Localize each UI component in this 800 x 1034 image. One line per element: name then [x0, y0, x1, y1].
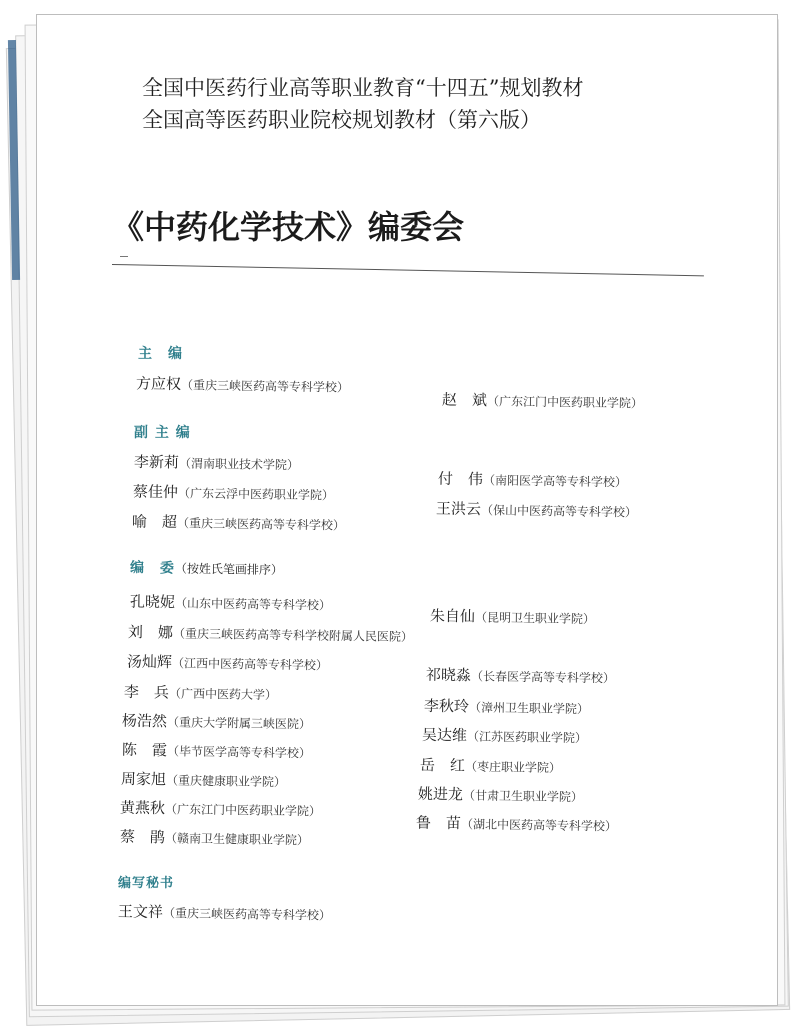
- member-entry: [422, 724, 587, 747]
- member-affiliation: （重庆大学附属三峡医院）: [166, 715, 312, 732]
- member-entry: [132, 511, 345, 535]
- member-name: 赵 斌: [441, 390, 488, 410]
- member-name: 方应权: [135, 374, 182, 394]
- member-entry: [127, 651, 328, 675]
- member-name: 汤灿辉: [126, 652, 173, 672]
- member-entry: [130, 591, 331, 615]
- member-affiliation: （广东江门中医药职业学院）: [486, 394, 644, 411]
- member-affiliation: （保山中医药高等专科学校）: [480, 503, 638, 520]
- member-affiliation: （重庆三峡医药高等专科学校附属人民医院）: [172, 626, 414, 644]
- member-affiliation: （广西中医药大学）: [168, 686, 278, 703]
- member-affiliation: （南阳医学高等专科学校）: [482, 473, 628, 490]
- member-name: 李秋玲: [423, 696, 470, 716]
- committee-heading-row: [130, 557, 283, 579]
- member-affiliation: （漳州卫生职业学院）: [468, 700, 590, 717]
- member-name: 杨浩然: [121, 711, 168, 731]
- member-entry: [416, 812, 617, 836]
- member-name: 李 兵: [123, 682, 170, 702]
- member-name: 李新莉: [133, 452, 180, 472]
- member-affiliation: （毕节医学高等专科学校）: [166, 744, 312, 761]
- member-entry: [121, 768, 286, 791]
- member-entry: [122, 739, 311, 763]
- member-name: 鲁 苗: [415, 813, 462, 833]
- member-affiliation: （重庆三峡医药高等专科学校）: [162, 906, 332, 923]
- member-affiliation: （湖北中医药高等专科学校）: [460, 817, 618, 834]
- member-name: 刘 娜: [127, 623, 174, 642]
- member-entry: [430, 605, 595, 628]
- member-name: 付 伟: [437, 469, 484, 489]
- member-affiliation: （山东中医药高等专科学校）: [174, 596, 332, 613]
- member-entry: [124, 681, 277, 704]
- page-title: 《中药化学技术》编委会: [112, 208, 465, 246]
- member-affiliation: （广东江门中医药职业学院）: [164, 802, 322, 819]
- member-entry: [420, 754, 561, 777]
- member-entry: [122, 710, 311, 734]
- member-entry: [426, 664, 615, 688]
- member-affiliation: （重庆三峡医药高等专科学校）: [180, 378, 350, 395]
- member-name: 王文祥: [117, 902, 164, 922]
- member-affiliation: （甘肃卫生职业学院）: [462, 788, 584, 805]
- section-heading-deputy-editor: 副 主 编: [134, 425, 191, 441]
- member-name: 祁晓淼: [425, 665, 472, 685]
- member-affiliation: （广东云浮中医药职业学院）: [177, 486, 335, 503]
- member-affiliation: （江苏医药职业学院）: [466, 729, 588, 746]
- member-affiliation: （枣庄职业学院）: [464, 759, 562, 775]
- member-affiliation: （重庆三峡医药高等专科学校）: [176, 516, 346, 533]
- member-entry: [118, 901, 331, 925]
- member-affiliation: （赣南卫生健康职业学院）: [164, 831, 310, 848]
- member-name: 朱自仙: [429, 606, 476, 626]
- member-entry: [424, 695, 589, 718]
- member-name: 孔晓妮: [129, 592, 176, 612]
- member-name: 蔡佳仲: [132, 482, 179, 502]
- divider-mark: [120, 256, 128, 257]
- series-line-1: 全国中医药行业高等职业教育“十四五”规划教材: [142, 76, 584, 100]
- section-heading-chief-editor: 主 编: [138, 346, 183, 362]
- member-name: 王洪云: [435, 499, 482, 519]
- member-name: 周家旭: [120, 769, 167, 789]
- title-divider: [112, 264, 704, 276]
- member-name: 岳 红: [419, 756, 466, 775]
- member-entry: [134, 451, 299, 474]
- member-entry: [418, 783, 583, 806]
- section-heading-committee: 编 委: [129, 559, 176, 577]
- member-name: 黄燕秋: [119, 798, 166, 818]
- member-affiliation: （渭南职业技术学院）: [178, 456, 300, 473]
- member-name: 喻 超: [131, 512, 178, 532]
- member-name: 陈 霞: [121, 740, 168, 760]
- series-line-2: 全国高等医药职业院校规划教材（第六版）: [142, 108, 541, 132]
- member-entry: [438, 468, 627, 492]
- member-name: 姚进龙: [417, 784, 464, 804]
- member-entry: [120, 826, 309, 850]
- member-affiliation: （重庆健康职业学院）: [165, 773, 287, 790]
- member-entry: [128, 621, 413, 646]
- member-entry: [133, 481, 334, 505]
- member-name: 吴达维: [421, 725, 468, 745]
- member-entry: [436, 498, 637, 522]
- committee-sort-note: （按姓氏笔画排序）: [174, 561, 284, 578]
- member-affiliation: （长春医学高等专科学校）: [470, 669, 616, 686]
- member-entry: [442, 389, 643, 413]
- member-affiliation: （江西中医药高等专科学校）: [171, 656, 329, 673]
- member-entry: [120, 797, 321, 821]
- section-heading-secretary: 编写秘书: [118, 876, 175, 891]
- member-name: 蔡 鹃: [119, 827, 166, 847]
- member-affiliation: （昆明卫生职业学院）: [474, 610, 596, 627]
- member-entry: [136, 373, 349, 397]
